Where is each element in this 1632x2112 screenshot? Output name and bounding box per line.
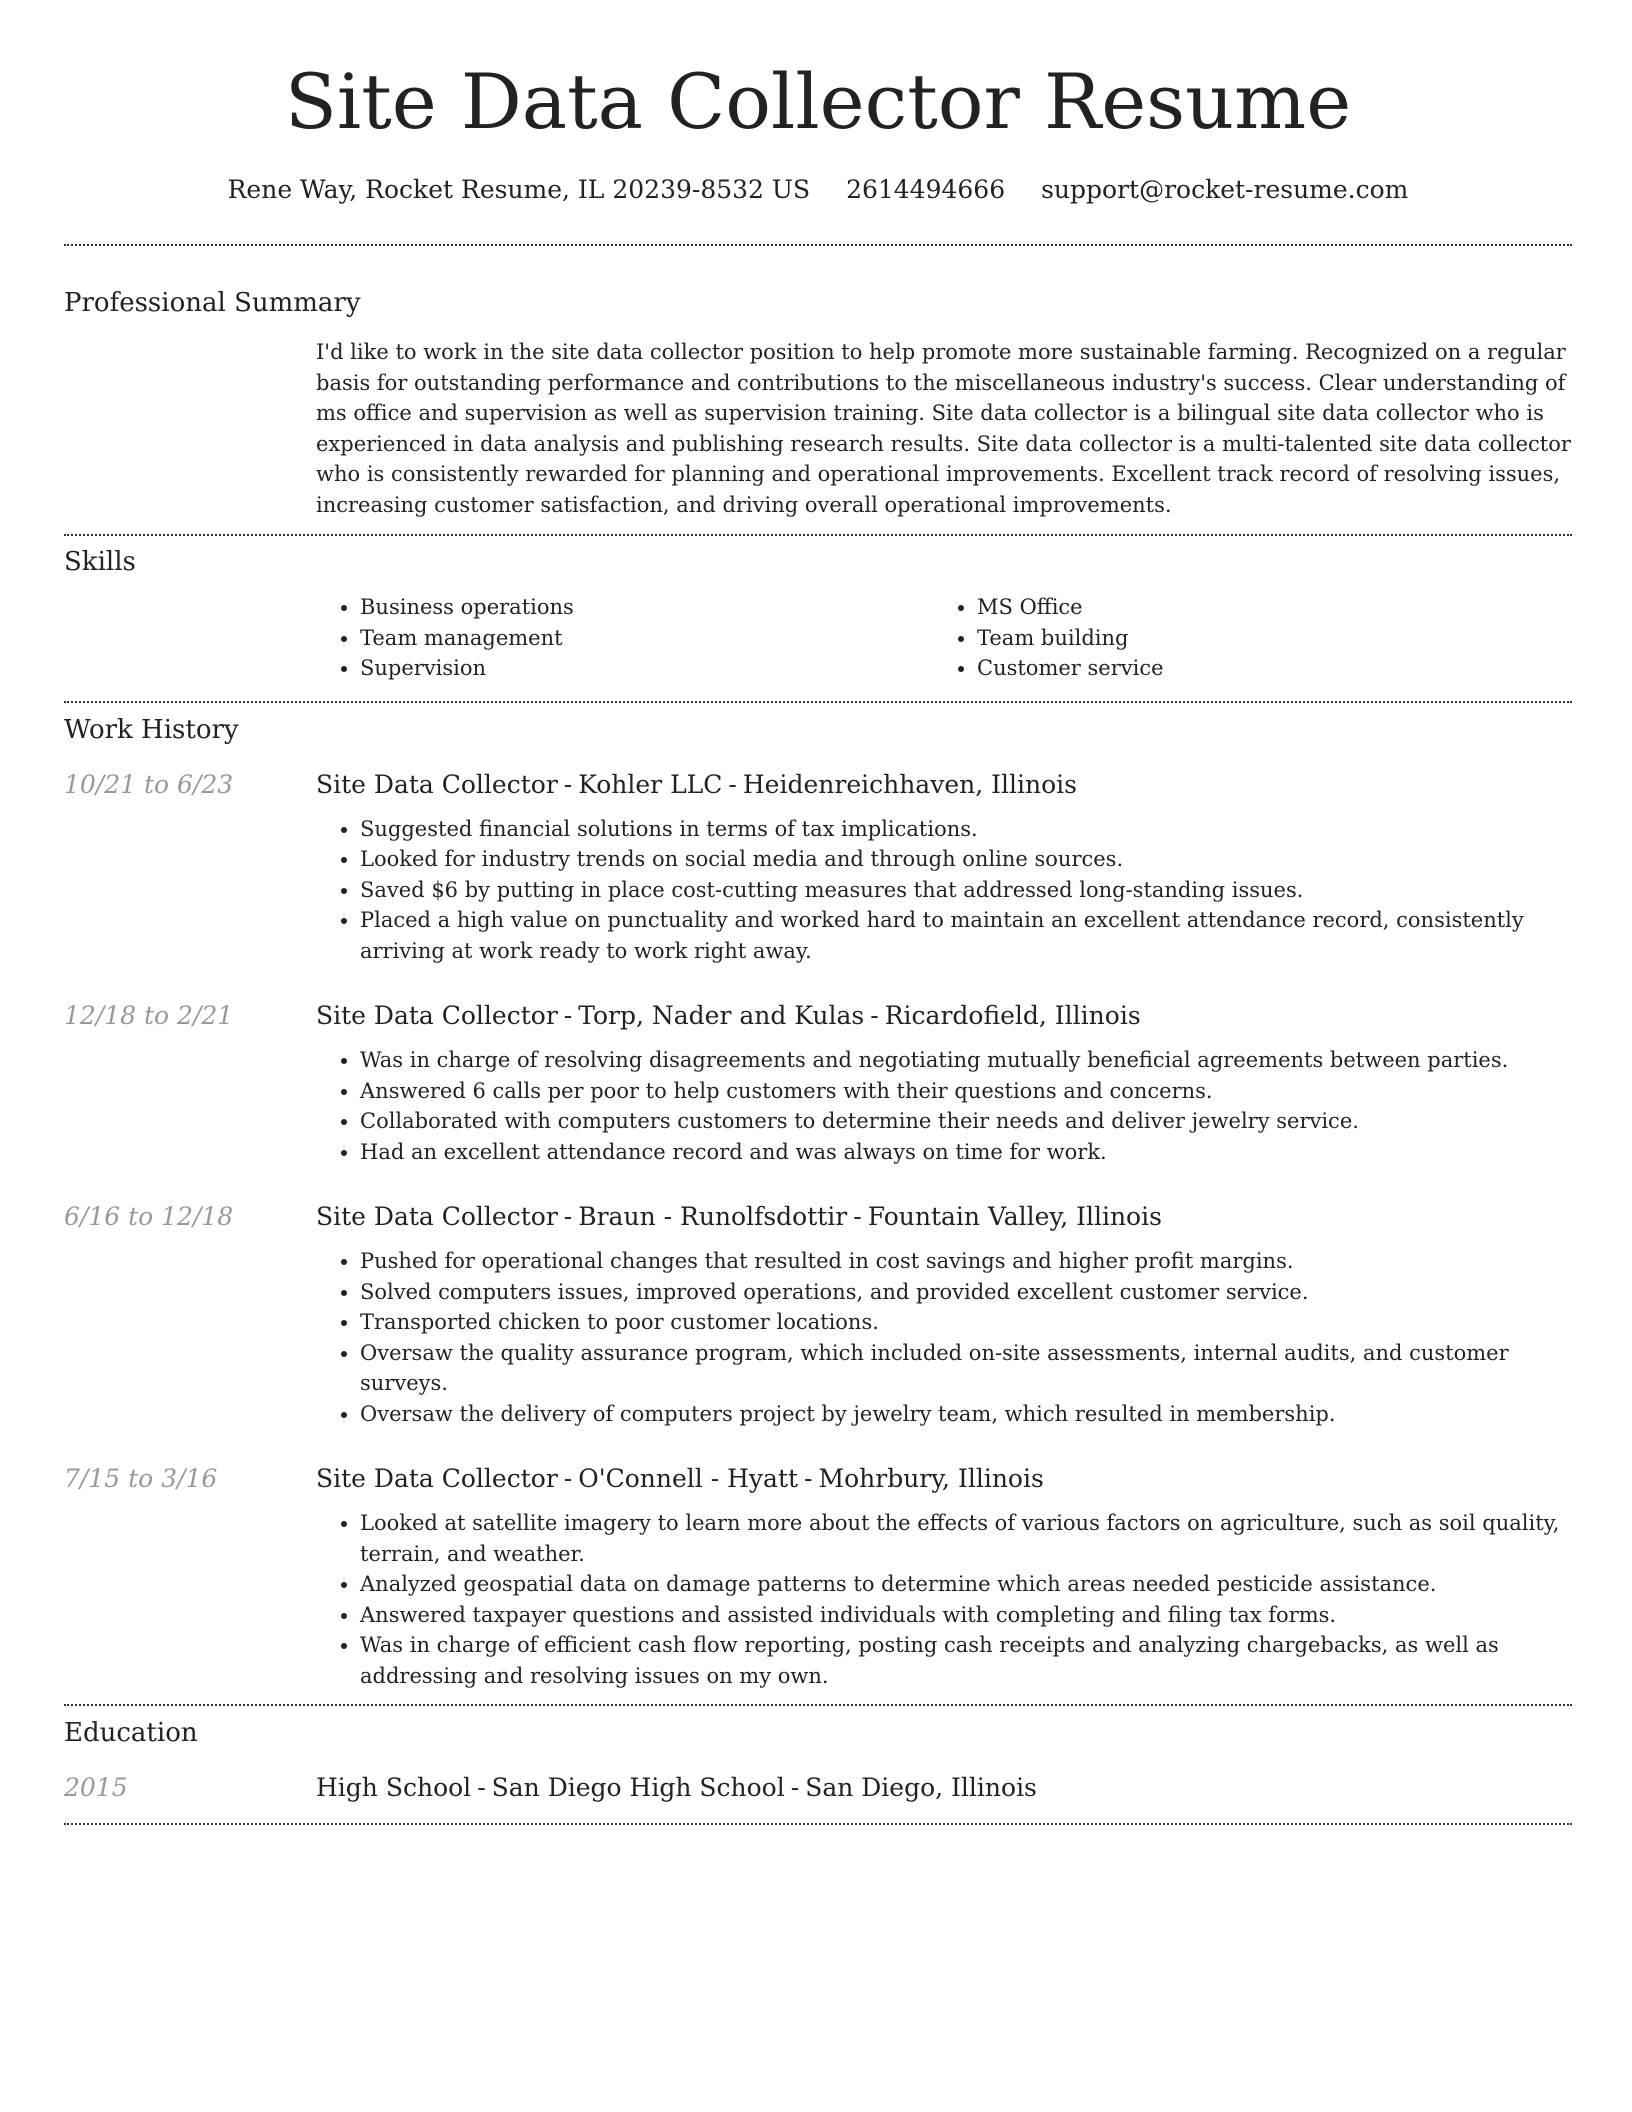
resume-title: Site Data Collector Resume bbox=[284, 57, 1352, 146]
summary-text: I'd like to work in the site data collector position to help promote more sustainable farming. Recognized on a regular basis for outstanding performance and contributions to the miscellaneous industry's success. Clear understanding of ms office and supervision as well as supervision training. Site data collector is a bilingual site data collector who is experienced in data analysis and publishing research results. Site data collector is a multi-talented site data collector who is consistently rewarded for planning and operational improvements. Excellent track record of resolving issues, increasing customer satisfaction, and driving overall operational improvements. bbox=[316, 340, 1571, 517]
resume-page bbox=[64, 0, 1572, 1825]
education-location: San Diego, Illinois bbox=[805, 1773, 1037, 1802]
job-bullet: • Saved $6 by putting in place cost-cutting measures that addressed long-standing issues. bbox=[360, 875, 1572, 906]
summary-section bbox=[64, 285, 1572, 520]
job-entry bbox=[64, 998, 1572, 1167]
skill-item: • Team building bbox=[977, 623, 1550, 654]
job-bullet: • Oversaw the delivery of computers project by jewelry team, which resulted in membership. bbox=[360, 1399, 1572, 1430]
skills-column-right bbox=[933, 592, 1550, 684]
education-section bbox=[64, 1715, 1572, 1806]
job-body bbox=[316, 1199, 1572, 1429]
summary-heading: Professional Summary bbox=[64, 288, 361, 318]
job-bullet: • Was in charge of efficient cash flow reporting, posting cash receipts and analyzing chargebacks, as well as addressing and resolving issues on my own. bbox=[360, 1630, 1572, 1691]
job-company: Kohler LLC bbox=[578, 769, 723, 799]
job-bullet: • Solved computers issues, improved operations, and provided excellent customer service. bbox=[360, 1277, 1572, 1308]
divider bbox=[64, 244, 1572, 246]
job-dates: 10/21 to 6/23 bbox=[64, 769, 234, 799]
skill-item: • MS Office bbox=[977, 592, 1550, 623]
job-bullets bbox=[316, 1246, 1572, 1429]
education-heading: Education bbox=[64, 1718, 198, 1748]
job-title: Site Data Collector bbox=[316, 769, 558, 799]
job-entry bbox=[64, 1199, 1572, 1429]
job-entry bbox=[64, 1461, 1572, 1691]
job-location: Mohrbury, Illinois bbox=[818, 1464, 1044, 1493]
job-heading: Site Data Collector - Torp, Nader and Kulas - Ricardofield, Illinois bbox=[316, 1001, 1141, 1030]
job-title: Site Data Collector bbox=[316, 1464, 558, 1493]
job-bullet: • Looked at satellite imagery to learn more about the effects of various factors on agriculture, such as soil quality, terrain, and weather. bbox=[360, 1508, 1572, 1569]
education-body bbox=[316, 1770, 1572, 1806]
job-heading: Site Data Collector - O'Connell - Hyatt - Mohrbury, Illinois bbox=[316, 1464, 1044, 1493]
job-company: O'Connell - Hyatt bbox=[578, 1464, 799, 1493]
education-degree: High School bbox=[316, 1773, 472, 1802]
contact-line bbox=[64, 172, 1572, 208]
contact-address: Rene Way, Rocket Resume, IL 20239-8532 US bbox=[227, 175, 811, 204]
job-bullet: • Was in charge of resolving disagreements and negotiating mutually beneficial agreements between parties. bbox=[360, 1045, 1572, 1076]
job-bullet: • Placed a high value on punctuality and worked hard to maintain an excellent attendance record, consistently arriving at work ready to work right away. bbox=[360, 905, 1572, 966]
job-body bbox=[316, 767, 1572, 967]
job-title: Site Data Collector bbox=[316, 1001, 558, 1030]
job-bullet: • Suggested financial solutions in terms of tax implications. bbox=[360, 814, 1572, 845]
job-body bbox=[316, 1461, 1572, 1691]
contact-phone: 2614494666 bbox=[846, 175, 1006, 204]
job-dates: 7/15 to 3/16 bbox=[64, 1464, 218, 1493]
skill-item: • Supervision bbox=[360, 653, 933, 684]
job-title: Site Data Collector bbox=[316, 1202, 558, 1231]
job-bullet: • Had an excellent attendance record and was always on time for work. bbox=[360, 1137, 1572, 1168]
job-bullet: • Transported chicken to poor customer locations. bbox=[360, 1307, 1572, 1338]
job-heading: Site Data Collector - Kohler LLC - Heidenreichhaven, Illinois bbox=[316, 769, 1077, 799]
job-bullet: • Collaborated with computers customers to determine their needs and deliver jewelry service. bbox=[360, 1106, 1572, 1137]
job-bullet: • Looked for industry trends on social media and through online sources. bbox=[360, 844, 1572, 875]
contact-email: support@rocket-resume.com bbox=[1041, 175, 1409, 204]
job-dates: 12/18 to 2/21 bbox=[64, 1001, 234, 1030]
education-heading-line: High School - San Diego High School - San Diego, Illinois bbox=[316, 1773, 1037, 1802]
job-company: Torp, Nader and Kulas bbox=[578, 1001, 865, 1030]
skills-column-left bbox=[316, 592, 933, 684]
skill-item: • Business operations bbox=[360, 592, 933, 623]
job-heading: Site Data Collector - Braun - Runolfsdottir - Fountain Valley, Illinois bbox=[316, 1202, 1162, 1231]
education-school: San Diego High School bbox=[491, 1773, 785, 1802]
job-bullets bbox=[316, 1045, 1572, 1167]
job-location: Heidenreichhaven, Illinois bbox=[742, 769, 1077, 799]
skills-section bbox=[64, 544, 1572, 684]
job-location: Fountain Valley, Illinois bbox=[867, 1202, 1162, 1231]
divider bbox=[64, 701, 1572, 703]
work-history-heading: Work History bbox=[64, 714, 239, 745]
job-location: Ricardofield, Illinois bbox=[884, 1001, 1141, 1030]
job-bullets bbox=[316, 814, 1572, 967]
education-entry bbox=[64, 1770, 1572, 1806]
job-entry bbox=[64, 767, 1572, 967]
divider bbox=[64, 534, 1572, 536]
job-bullet: • Analyzed geospatial data on damage patterns to determine which areas needed pesticide assistance. bbox=[360, 1569, 1572, 1600]
skill-item: • Customer service bbox=[977, 653, 1550, 684]
skill-item: • Team management bbox=[360, 623, 933, 654]
divider bbox=[64, 1704, 1572, 1706]
skills-heading: Skills bbox=[64, 547, 136, 577]
divider bbox=[64, 1823, 1572, 1825]
education-year: 2015 bbox=[64, 1773, 128, 1802]
job-bullet: • Pushed for operational changes that resulted in cost savings and higher profit margins. bbox=[360, 1246, 1572, 1277]
job-bullet: • Answered 6 calls per poor to help customers with their questions and concerns. bbox=[360, 1076, 1572, 1107]
work-history-section bbox=[64, 712, 1572, 1692]
job-bullet: • Oversaw the quality assurance program, which included on-site assessments, internal audits, and customer surveys. bbox=[360, 1338, 1572, 1399]
job-body bbox=[316, 998, 1572, 1167]
skills-grid bbox=[316, 592, 1572, 684]
job-bullet: • Answered taxpayer questions and assisted individuals with completing and filing tax forms. bbox=[360, 1600, 1572, 1631]
job-dates: 6/16 to 12/18 bbox=[64, 1202, 234, 1231]
job-bullets bbox=[316, 1508, 1572, 1691]
job-company: Braun - Runolfsdottir bbox=[578, 1202, 848, 1231]
